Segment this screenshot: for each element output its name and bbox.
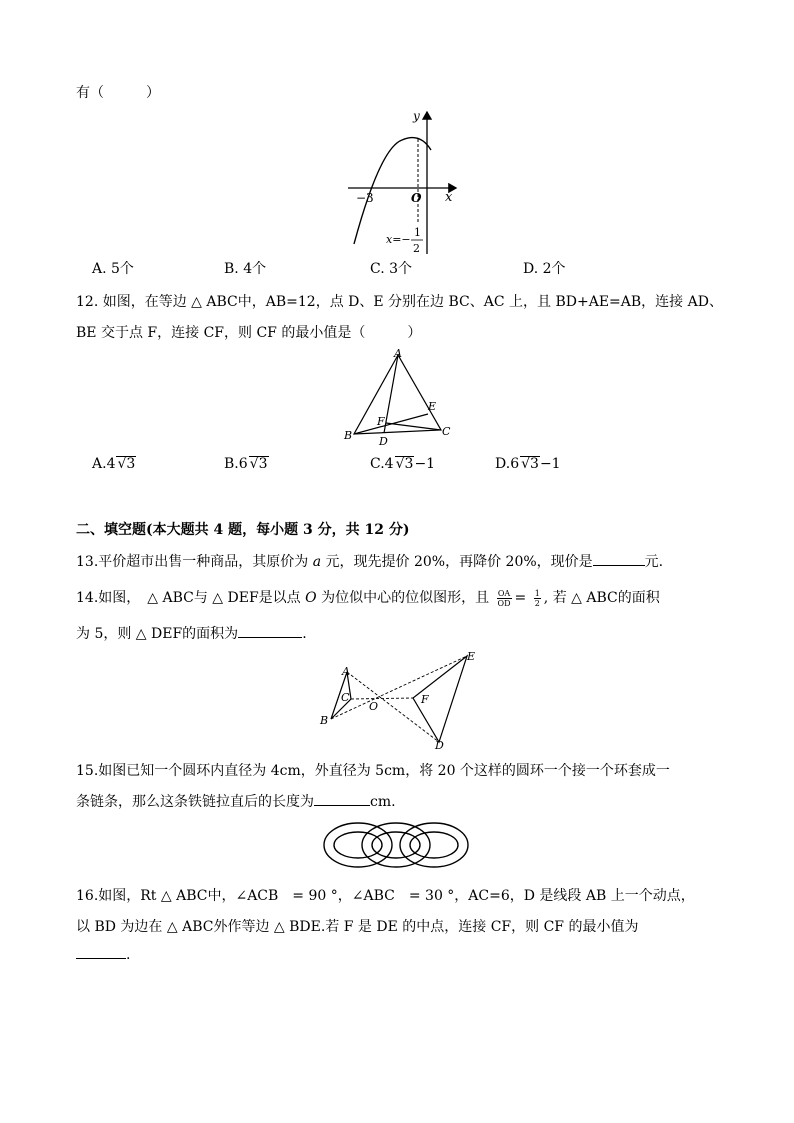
label-e: E xyxy=(467,650,476,663)
q16-line-3: . xyxy=(76,946,130,963)
q11-option-b[interactable]: B. 4个 xyxy=(224,261,267,277)
q11-option-a[interactable]: A. 5个 xyxy=(92,261,134,277)
label-d: D xyxy=(435,739,444,750)
y-axis-label: y xyxy=(413,109,420,123)
q14-line-2: 为 5，则 △ DEF的面积为 . xyxy=(76,626,307,642)
q11-tail: 有（ ） xyxy=(76,85,160,101)
q12-option-d[interactable]: D.6 √3−1 xyxy=(495,456,561,472)
sqrt-sign: √3 xyxy=(249,456,268,472)
q12-option-a[interactable]: A.4 √3 xyxy=(92,456,136,472)
q13: 13.平价超市出售一种商品，其原价为 a 元，现先提价 20%，再降价 20%，现价是 元. xyxy=(76,554,664,570)
sqrt-sign: √3 xyxy=(395,456,414,472)
label-b: B xyxy=(320,714,329,727)
q11-option-c[interactable]: C. 3个 xyxy=(370,261,413,277)
ring-3-inner xyxy=(410,832,458,858)
label-c: C xyxy=(341,691,350,704)
label-d: D xyxy=(379,435,388,448)
symmetry-frac-num: 1 xyxy=(414,226,421,239)
label-f: F xyxy=(421,693,429,706)
label-a: A xyxy=(342,665,350,678)
q11-option-d[interactable]: D. 2个 xyxy=(523,261,566,277)
q16-answer-blank[interactable] xyxy=(76,946,126,959)
q16-line-2: 以 BD 为边在 △ ABC外作等边 △ BDE.若 F 是 DE 的中点，连接 CF，则 CF 的最小值为 xyxy=(76,919,639,935)
ring-1-inner xyxy=(334,832,382,858)
q12-option-b[interactable]: B.6 √3 xyxy=(224,456,268,472)
oa-od-fraction: $\frac{OA}{OD}$ xyxy=(497,588,511,608)
q12-line-1: 12. 如图，在等边 △ ABC中，AB=12，点 D、E 分别在边 BC、AC 上，且 BD+AE=AB，连接 AD、 xyxy=(76,294,723,310)
q16-line-1: 16.如图，Rt △ ABC中，∠ACB = 90 °，∠ABC = 30 °，AC=6，D 是线段 AB 上一个动点， xyxy=(76,888,695,904)
sqrt-sign: √3 xyxy=(117,456,136,472)
label-e: E xyxy=(428,400,437,413)
origin-label: O xyxy=(411,191,422,205)
q14-line-1: 14.如图， △ ABC与 △ DEF是以点 O 为位似中心的位似图形，且 $\frac{OA}{OD}$ = $\frac{1}{2}$ , 若 △ ABC的面积 xyxy=(76,588,660,608)
x-axis-label: x xyxy=(445,190,453,205)
label-b: B xyxy=(344,429,353,442)
ring-2-inner xyxy=(372,832,420,858)
q15-line-1: 15.如图已知一个圆环内直径为 4cm，外直径为 5cm，将 20 个这样的圆环一个接一个环套成一 xyxy=(76,763,670,779)
label-c: C xyxy=(442,425,451,438)
section-2-heading: 二、填空题(本大题共 4 题，每小题 3 分，共 12 分) xyxy=(76,522,410,538)
q15-chain-rings-figure xyxy=(320,820,472,872)
label-a: A xyxy=(394,347,402,360)
q15-answer-blank[interactable] xyxy=(314,793,370,806)
half-fraction: $\frac{1}{2}$ xyxy=(534,588,540,608)
symmetry-frac-den: 2 xyxy=(413,242,420,255)
q11-parabola-graph xyxy=(340,104,470,264)
q14-homothety-figure xyxy=(315,648,485,750)
q12-line-2: BE 交于点 F，连接 CF，则 CF 的最小值是（ ） xyxy=(76,325,422,341)
q12-option-c[interactable]: C.4 √3−1 xyxy=(370,456,436,472)
symmetry-axis-label: x=− xyxy=(386,233,411,246)
neg3-label: −3 xyxy=(356,191,374,205)
q14-answer-blank[interactable] xyxy=(238,625,302,638)
q12-triangle-figure xyxy=(340,346,460,451)
segment-cf xyxy=(386,423,441,430)
q15-line-2: 条链条，那么这条铁链拉直后的长度为 cm. xyxy=(76,794,396,810)
label-o: O xyxy=(369,700,379,713)
label-f: F xyxy=(377,415,385,428)
sqrt-sign: √3 xyxy=(521,456,539,472)
q13-answer-blank[interactable] xyxy=(593,553,645,566)
